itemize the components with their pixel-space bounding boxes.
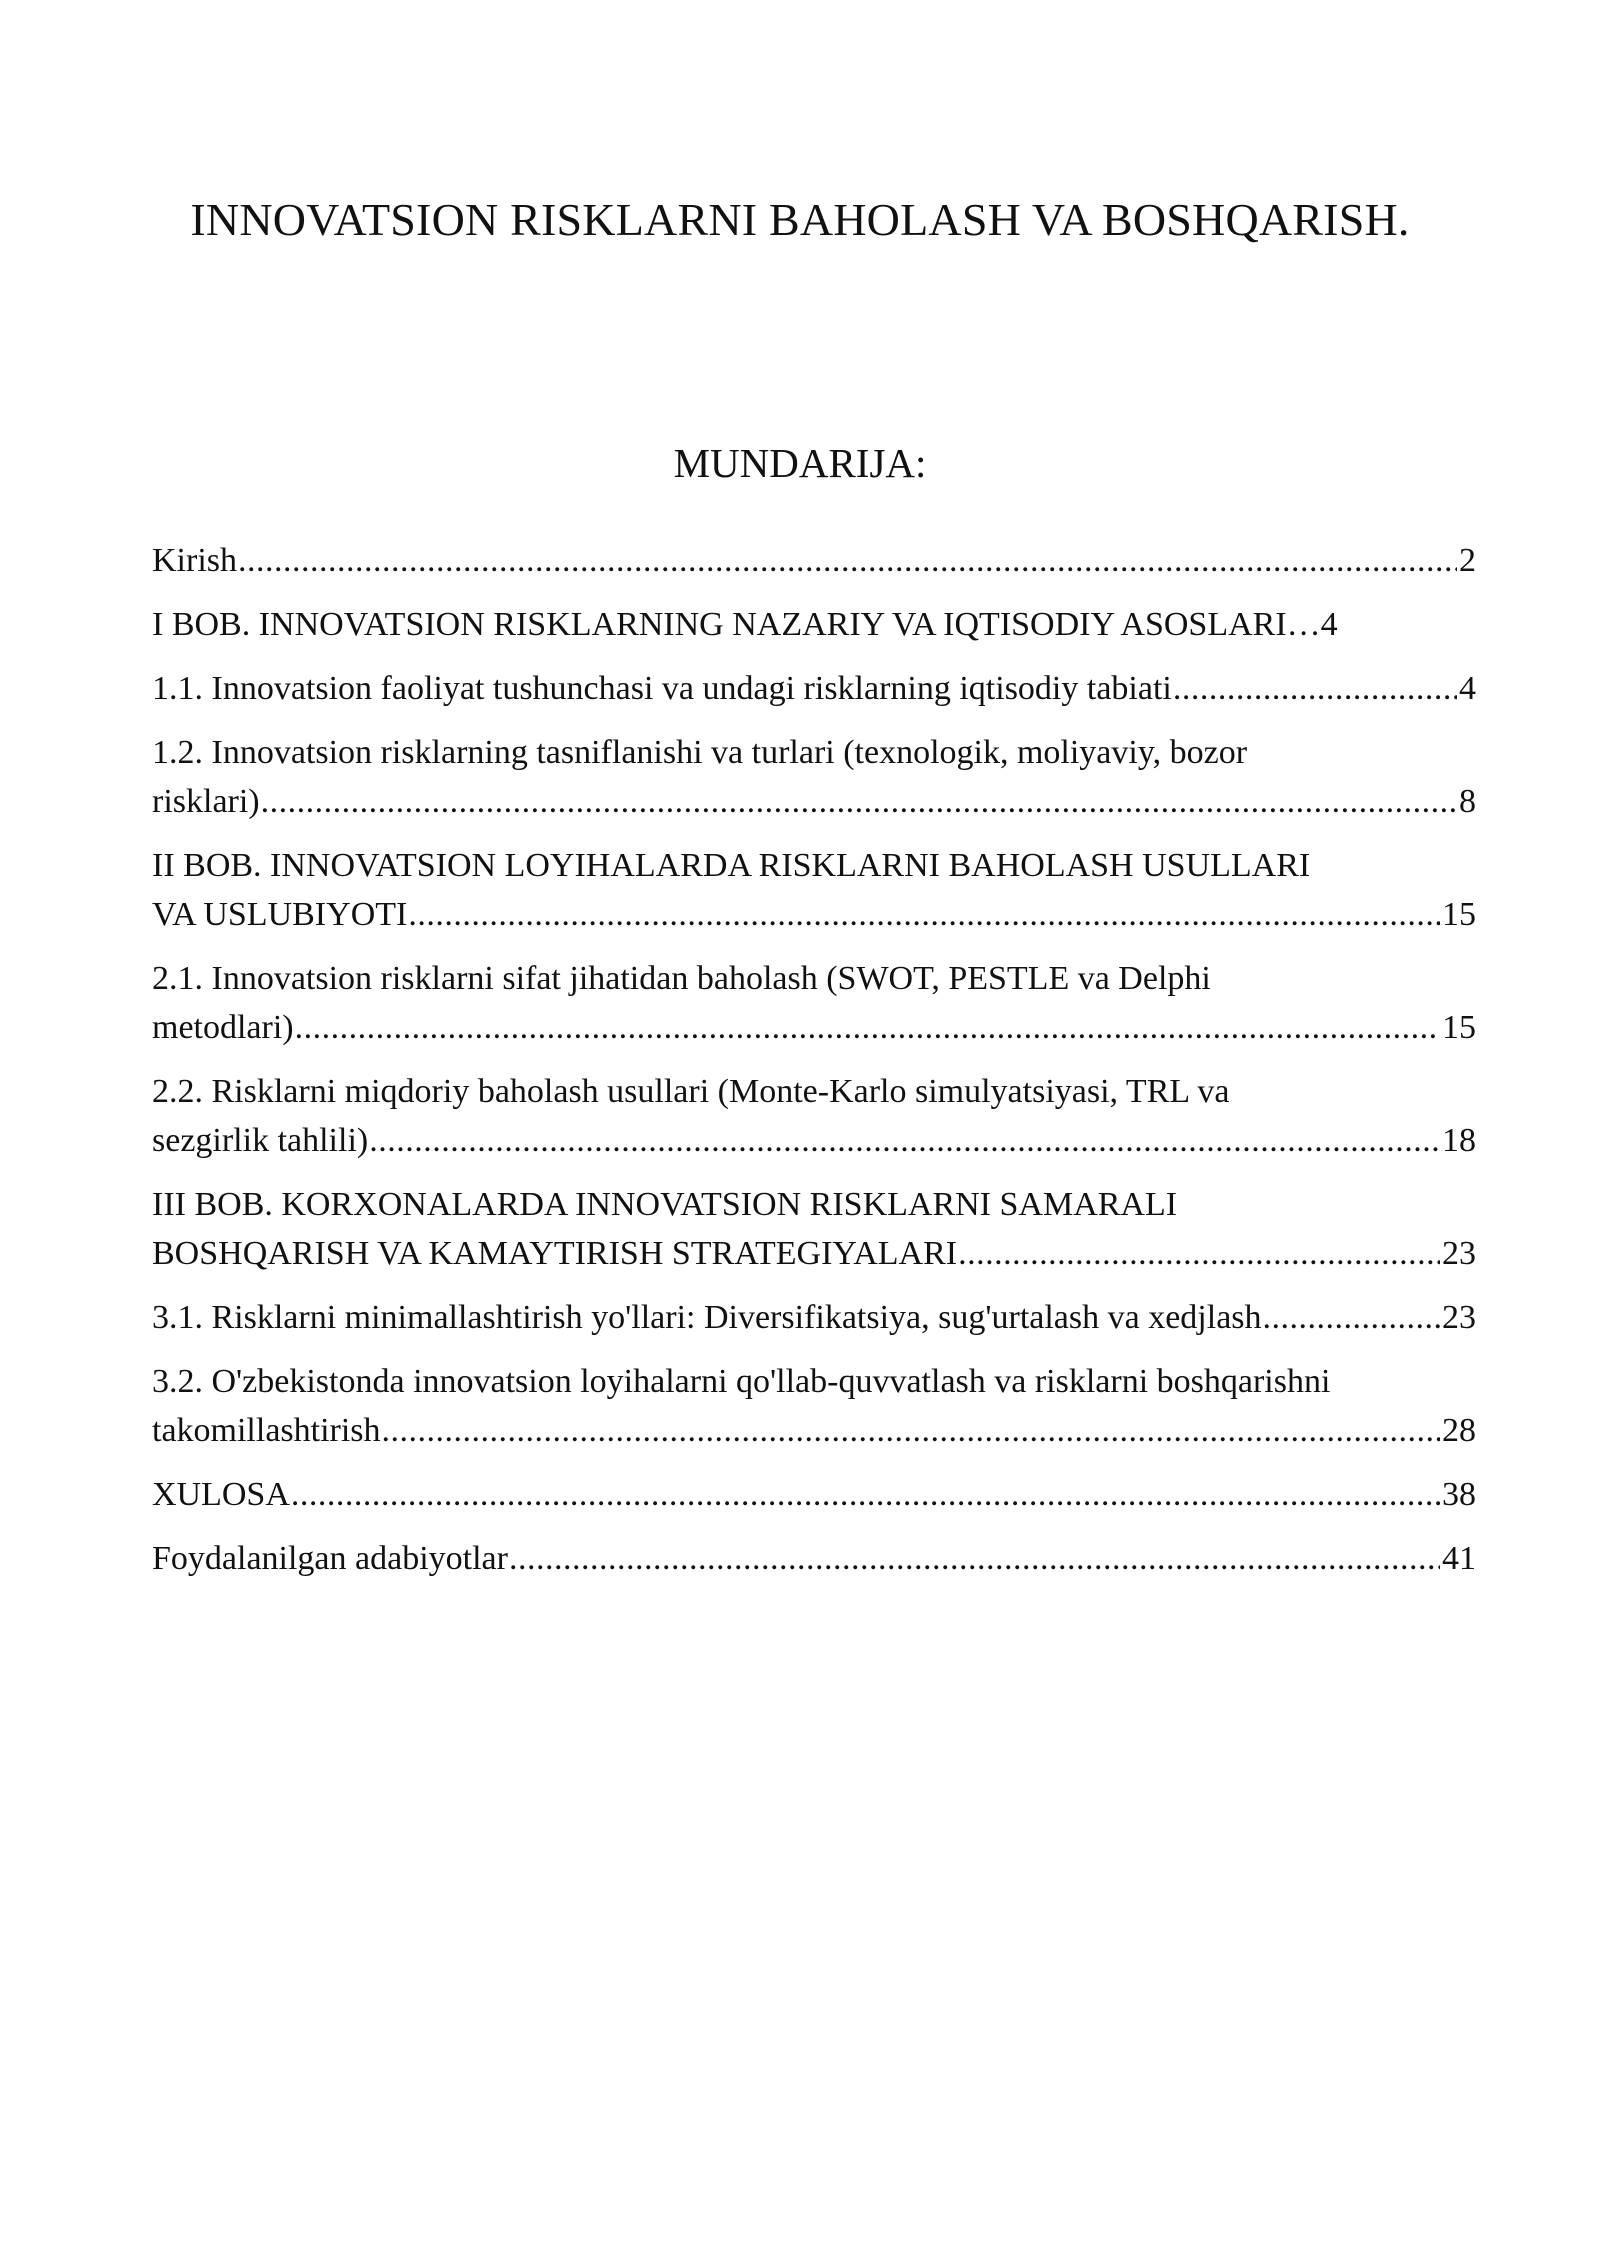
toc-page-number: 23 <box>1442 1299 1476 1336</box>
toc-heading: MUNDARIJA: <box>673 440 927 486</box>
toc-entry-label: takomillashtirish <box>152 1412 381 1449</box>
table-of-contents <box>152 536 1476 1598</box>
toc-page-number: 15 <box>1442 896 1476 933</box>
toc-entry-label: Kirish <box>152 542 237 579</box>
toc-entry-label-line-1: 1.2. Innovatsion risklarning tasniflanishi va turlari (texnologik, moliyaviy, bozor <box>152 734 1248 771</box>
toc-entry-chapter-1[interactable] <box>152 600 1476 649</box>
toc-entry-label: risklari) <box>152 783 260 820</box>
dot-leader <box>408 890 1440 939</box>
toc-entry-section-1-1[interactable] <box>152 664 1476 713</box>
toc-page-number: 38 <box>1442 1476 1476 1513</box>
toc-entry-label-line-1: II BOB. INNOVATSION LOYIHALARDA RISKLARNI BAHOLASH USULLARI <box>152 847 1311 884</box>
toc-page-number: 28 <box>1442 1412 1476 1449</box>
toc-entry-references[interactable] <box>152 1534 1476 1583</box>
toc-entry-label: XULOSA <box>152 1476 290 1513</box>
dot-leader <box>261 777 1457 826</box>
toc-entry-section-1-2[interactable] <box>152 728 1476 826</box>
toc-entry-label: 3.1. Risklarni minimallashtirish yo'llari: Diversifikatsiya, sug'urtalash va xedjlash <box>152 1299 1262 1336</box>
dot-leader <box>238 536 1457 585</box>
toc-entry-chapter-3[interactable] <box>152 1180 1476 1278</box>
document-title: INNOVATSION RISKLARNI BAHOLASH VA BOSHQARISH. <box>190 194 1410 245</box>
toc-entry-conclusion[interactable] <box>152 1470 1476 1519</box>
toc-page-number: 41 <box>1442 1540 1476 1577</box>
toc-entry-label: VA USLUBIYOTI <box>152 896 408 933</box>
toc-entry-introduction[interactable] <box>152 536 1476 585</box>
toc-entry-label: metodlari) <box>152 1009 294 1046</box>
dot-leader <box>1173 664 1457 713</box>
toc-entry-label-line-1: 2.1. Innovatsion risklarni sifat jihatidan baholash (SWOT, PESTLE va Delphi <box>152 960 1211 997</box>
dot-leader <box>1263 1293 1440 1342</box>
toc-entry-chapter-2[interactable] <box>152 841 1476 939</box>
toc-entry-label: sezgirlik tahlili) <box>152 1122 369 1159</box>
dot-leader <box>382 1406 1440 1455</box>
toc-entry-label: 1.1. Innovatsion faoliyat tushunchasi va undagi risklarning iqtisodiy tabiati <box>152 670 1172 707</box>
toc-entry-section-3-1[interactable] <box>152 1293 1476 1342</box>
toc-page-number: 2 <box>1459 542 1476 579</box>
toc-entry-label-line-1: 3.2. O'zbekistonda innovatsion loyihalarni qo'llab-quvvatlash va risklarni boshqarishni <box>152 1363 1331 1400</box>
toc-page-number: 8 <box>1459 783 1476 820</box>
toc-entry-section-2-1[interactable] <box>152 954 1476 1052</box>
dot-leader <box>291 1470 1440 1519</box>
dot-leader <box>509 1534 1440 1583</box>
toc-entry-section-3-2[interactable] <box>152 1357 1476 1455</box>
toc-entry-label-line-1: III BOB. KORXONALARDA INNOVATSION RISKLARNI SAMARALI <box>152 1186 1178 1223</box>
dot-leader <box>369 1116 1440 1165</box>
toc-entry-label: BOSHQARISH VA KAMAYTIRISH STRATEGIYALARI <box>152 1235 958 1272</box>
dot-leader <box>958 1229 1440 1278</box>
toc-entry-label: I BOB. INNOVATSION RISKLARNING NAZARIY VA IQTISODIY ASOSLARI… <box>152 606 1321 643</box>
toc-page-number: 23 <box>1442 1235 1476 1272</box>
dot-leader <box>295 1003 1440 1052</box>
toc-entry-label: Foydalanilgan adabiyotlar <box>152 1540 508 1577</box>
toc-page-number: 4 <box>1320 606 1338 643</box>
toc-entry-section-2-2[interactable] <box>152 1067 1476 1165</box>
toc-page-number: 15 <box>1442 1009 1476 1046</box>
toc-page-number: 18 <box>1442 1122 1476 1159</box>
toc-page-number: 4 <box>1459 670 1476 707</box>
toc-entry-label-line-1: 2.2. Risklarni miqdoriy baholash usullari (Monte-Karlo simulyatsiyasi, TRL va <box>152 1073 1230 1110</box>
